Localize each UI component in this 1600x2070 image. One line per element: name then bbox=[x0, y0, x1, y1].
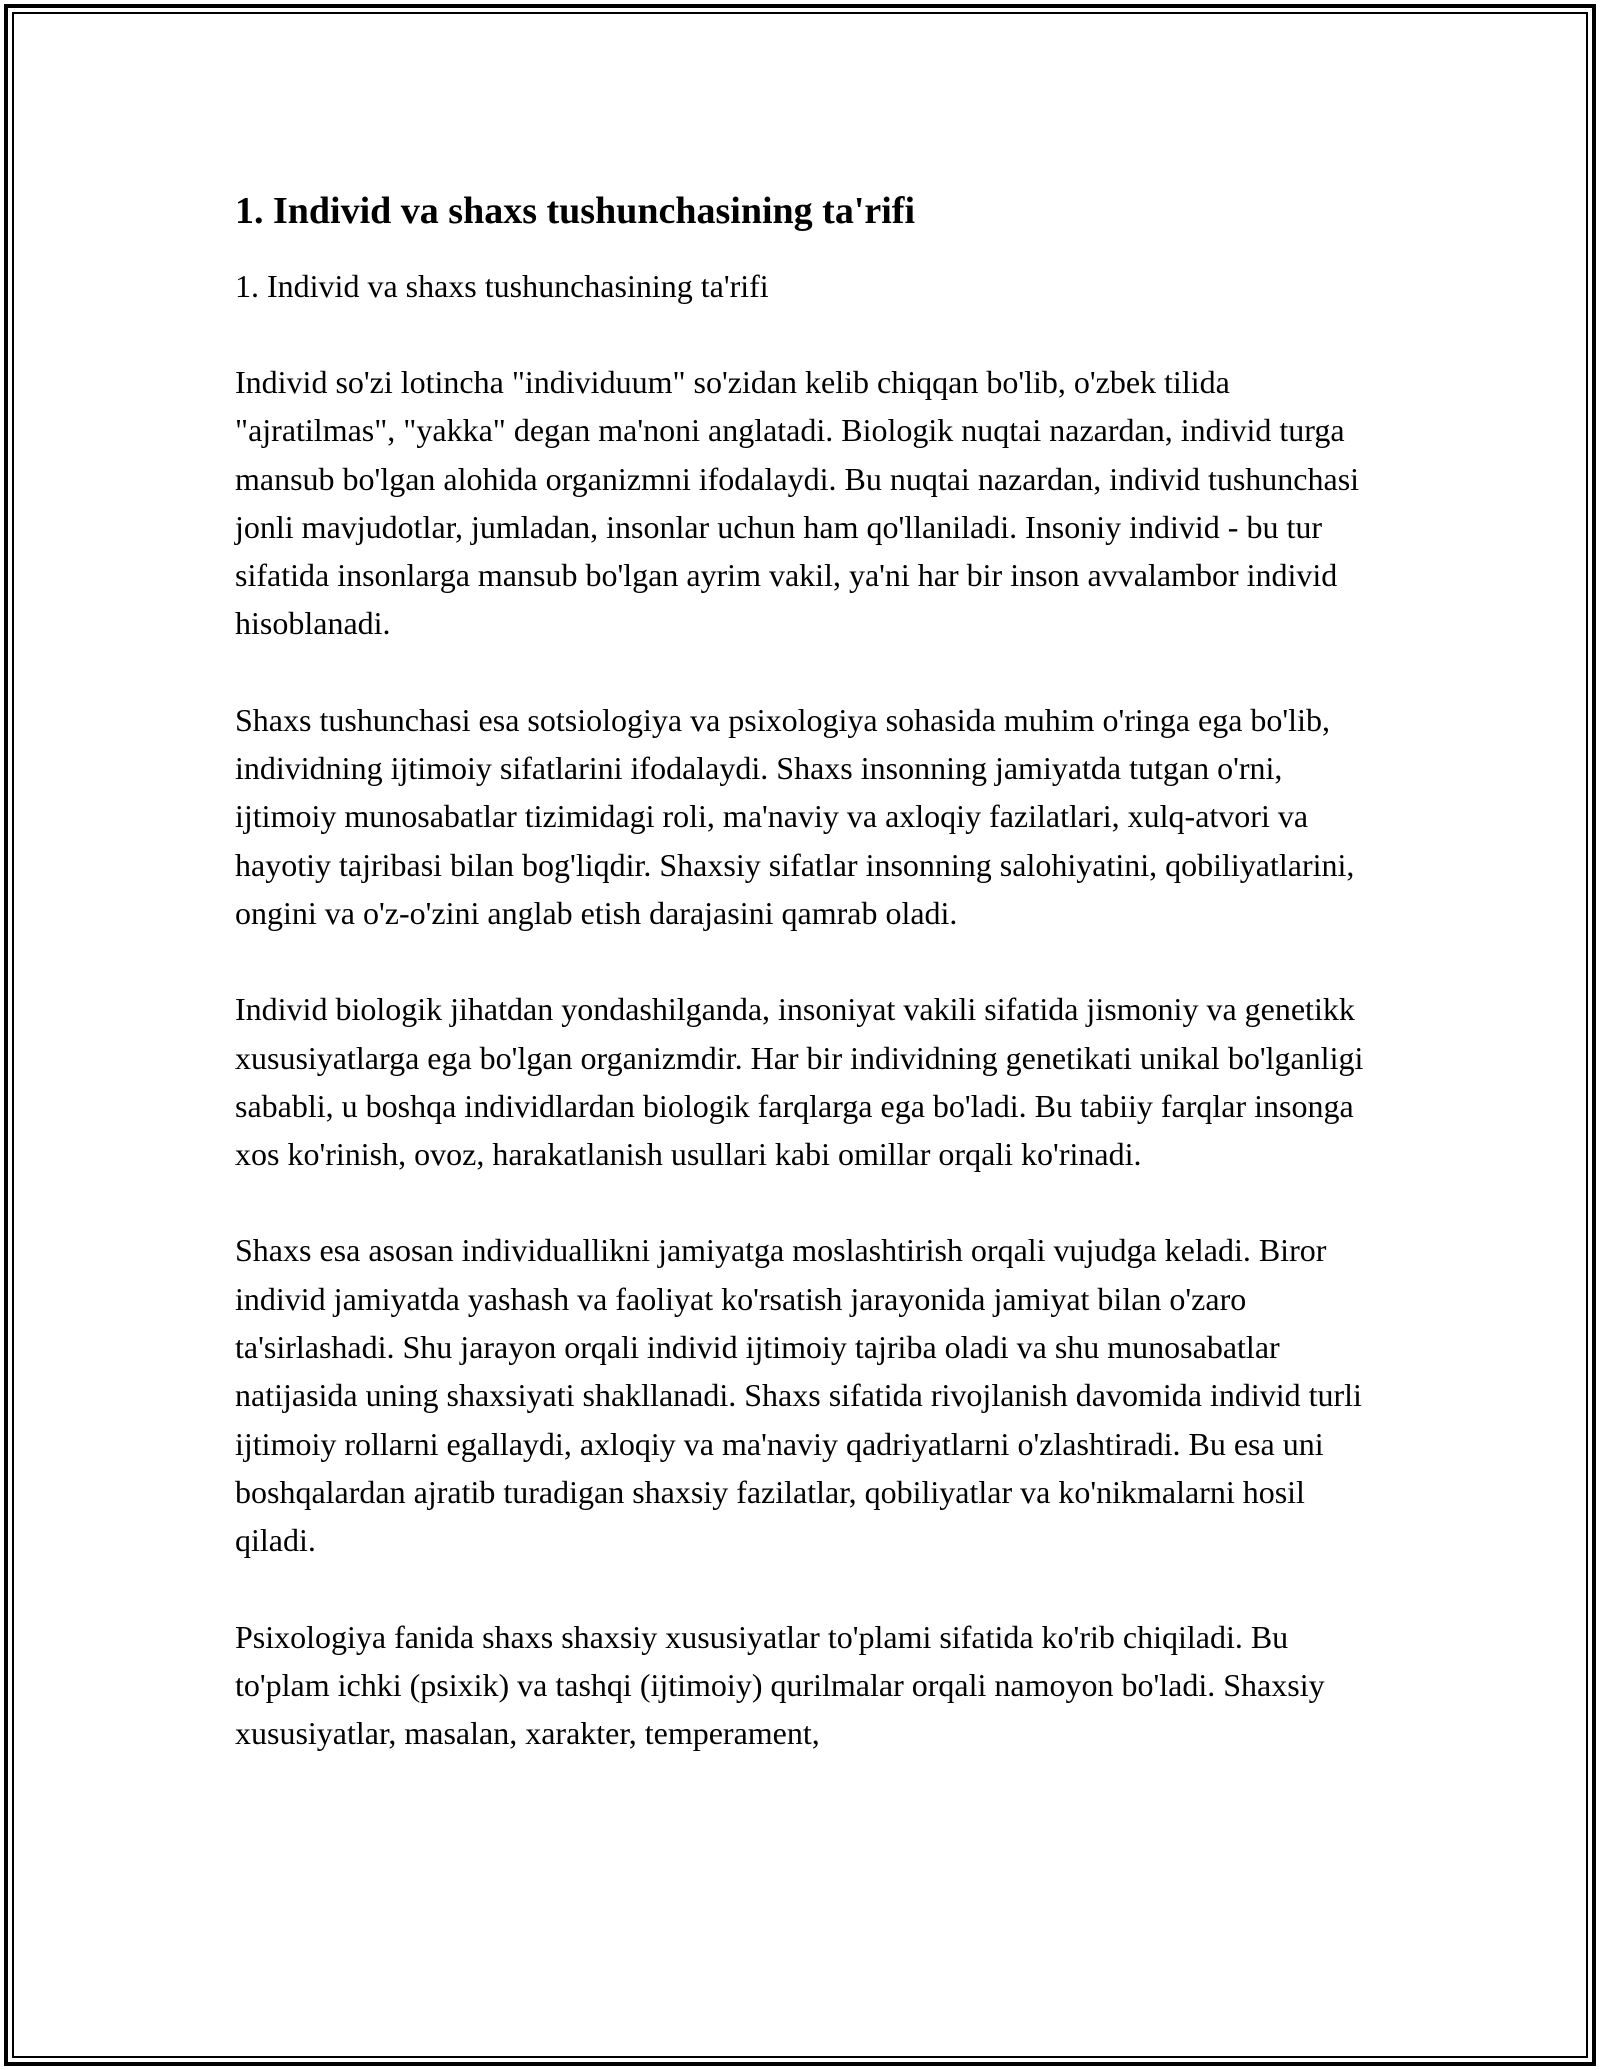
paragraph-1: Individ so'zi lotincha "individuum" so'zidan kelib chiqqan bo'lib, o'zbek tilida "ajratilmas", "yakka" degan ma'noni anglatadi. Biologik nuqtai nazardan, individ turga mansub bo'lgan alohida organizmni ifodalaydi. Bu nuqtai nazardan, individ tushunchasi jonli mavjudotlar, jumladan, insonlar uchun ham qo'llaniladi. Insoniy individ - bu tur sifatida insonlarga mansub bo'lgan ayrim vakil, ya'ni har bir inson avvalambor individ hisoblanadi. bbox=[235, 364, 1360, 642]
paragraph-4: Shaxs esa asosan individuallikni jamiyatga moslashtirish orqali vujudga keladi. Biror individ jamiyatda yashash va faoliyat ko'rsatish jarayonida jamiyat bilan o'zaro ta'sirlashadi. Shu jarayon orqali individ ijtimoiy tajriba oladi va shu munosabatlar natijasida uning shaxsiyati shakllanadi. Shaxs sifatida rivojlanish davomida individ turli ijtimoiy rollarni egallaydi, axloqiy va ma'naviy qadriyatlarni o'zlashtiradi. Bu esa uni boshqalardan ajratib turadigan shaxsiy fazilatlar, qobiliyatlar va ko'nikmalarni hosil qiladi. bbox=[235, 1232, 1362, 1559]
paragraph-5: Psixologiya fanida shaxs shaxsiy xususiyatlar to'plami sifatida ko'rib chiqiladi. Bu to'plam ichki (psixik) va tashqi (ijtimoiy) qurilmalar orqali namoyon bo'ladi. Shaxsiy xususiyatlar, masalan, xarakter, temperament, bbox=[235, 1618, 1325, 1752]
paragraph-2: Shaxs tushunchasi esa sotsiologiya va psixologiya sohasida muhim o'ringa ega bo'lib, individning ijtimoiy sifatlarini ifodalaydi. Shaxs insonning jamiyatda tutgan o'rni, ijtimoiy munosabatlar tizimidagi roli, ma'naviy va axloqiy fazilatlari, xulq-atvori va hayotiy tajribasi bilan bog'liqdir. Shaxsiy sifatlar insonning salohiyatini, qobiliyatlarini, ongini va o'z-o'zini anglab etish darajasini qamrab oladi. bbox=[235, 701, 1355, 931]
document-body bbox=[235, 186, 1375, 1805]
document-title: 1. Individ va shaxs tushunchasining ta'rifi bbox=[235, 190, 916, 232]
document-subtitle: 1. Individ va shaxs tushunchasining ta'rifi bbox=[235, 268, 769, 304]
paragraph-3: Individ biologik jihatdan yondashilganda, insoniyat vakili sifatida jismoniy va genetikk xususiyatlarga ega bo'lgan organizmdir. Har bir individning genetikati unikal bo'lganligi sababli, u boshqa individlardan biologik farqlarga ega bo'ladi. Bu tabiiy farqlar insonga xos ko'rinish, ovoz, harakatlanish usullari kabi omillar orqali ko'rinadi. bbox=[235, 991, 1364, 1173]
